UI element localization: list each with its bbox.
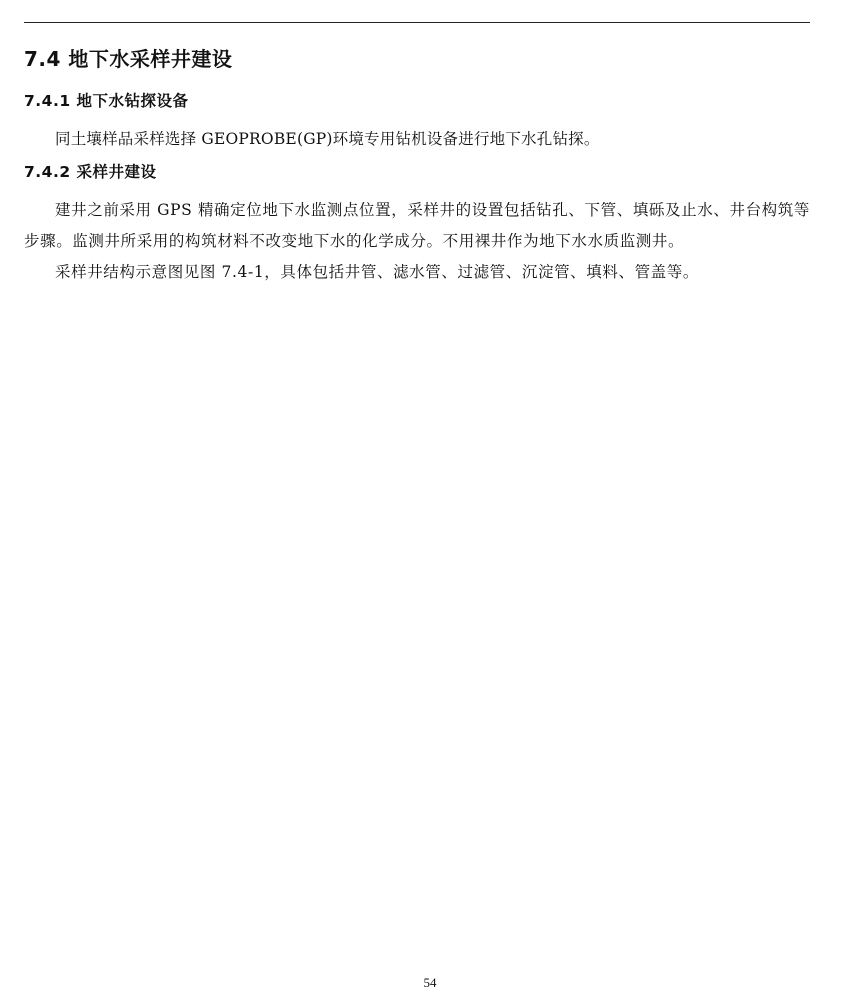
page-content [24,38,810,288]
subsection-heading-drilling-equipment: 7.4.1 地下水钻探设备 [24,92,189,110]
header-rule [24,22,810,23]
subsection-heading-well-construction: 7.4.2 采样井建设 [24,163,157,181]
paragraph-drilling-equipment: 同土壤样品采样选择 GEOPROBE(GP)环境专用钻机设备进行地下水孔钻探。 [55,130,600,148]
paragraph-well-construction-steps: 建井之前采用 GPS 精确定位地下水监测点位置，采样井的设置包括钻孔、下管、填砾及止水、井台构筑等步骤。监测井所采用的构筑材料不改变地下水的化学成分。不用裸井作为地下水水质监测井。 [24,201,810,250]
paragraph-well-structure: 采样井结构示意图见图 7.4-1，具体包括井管、滤水管、过滤管、沉淀管、填料、管盖等。 [55,263,699,281]
page-number: 54 [423,975,437,990]
section-heading: 7.4 地下水采样井建设 [24,47,233,71]
